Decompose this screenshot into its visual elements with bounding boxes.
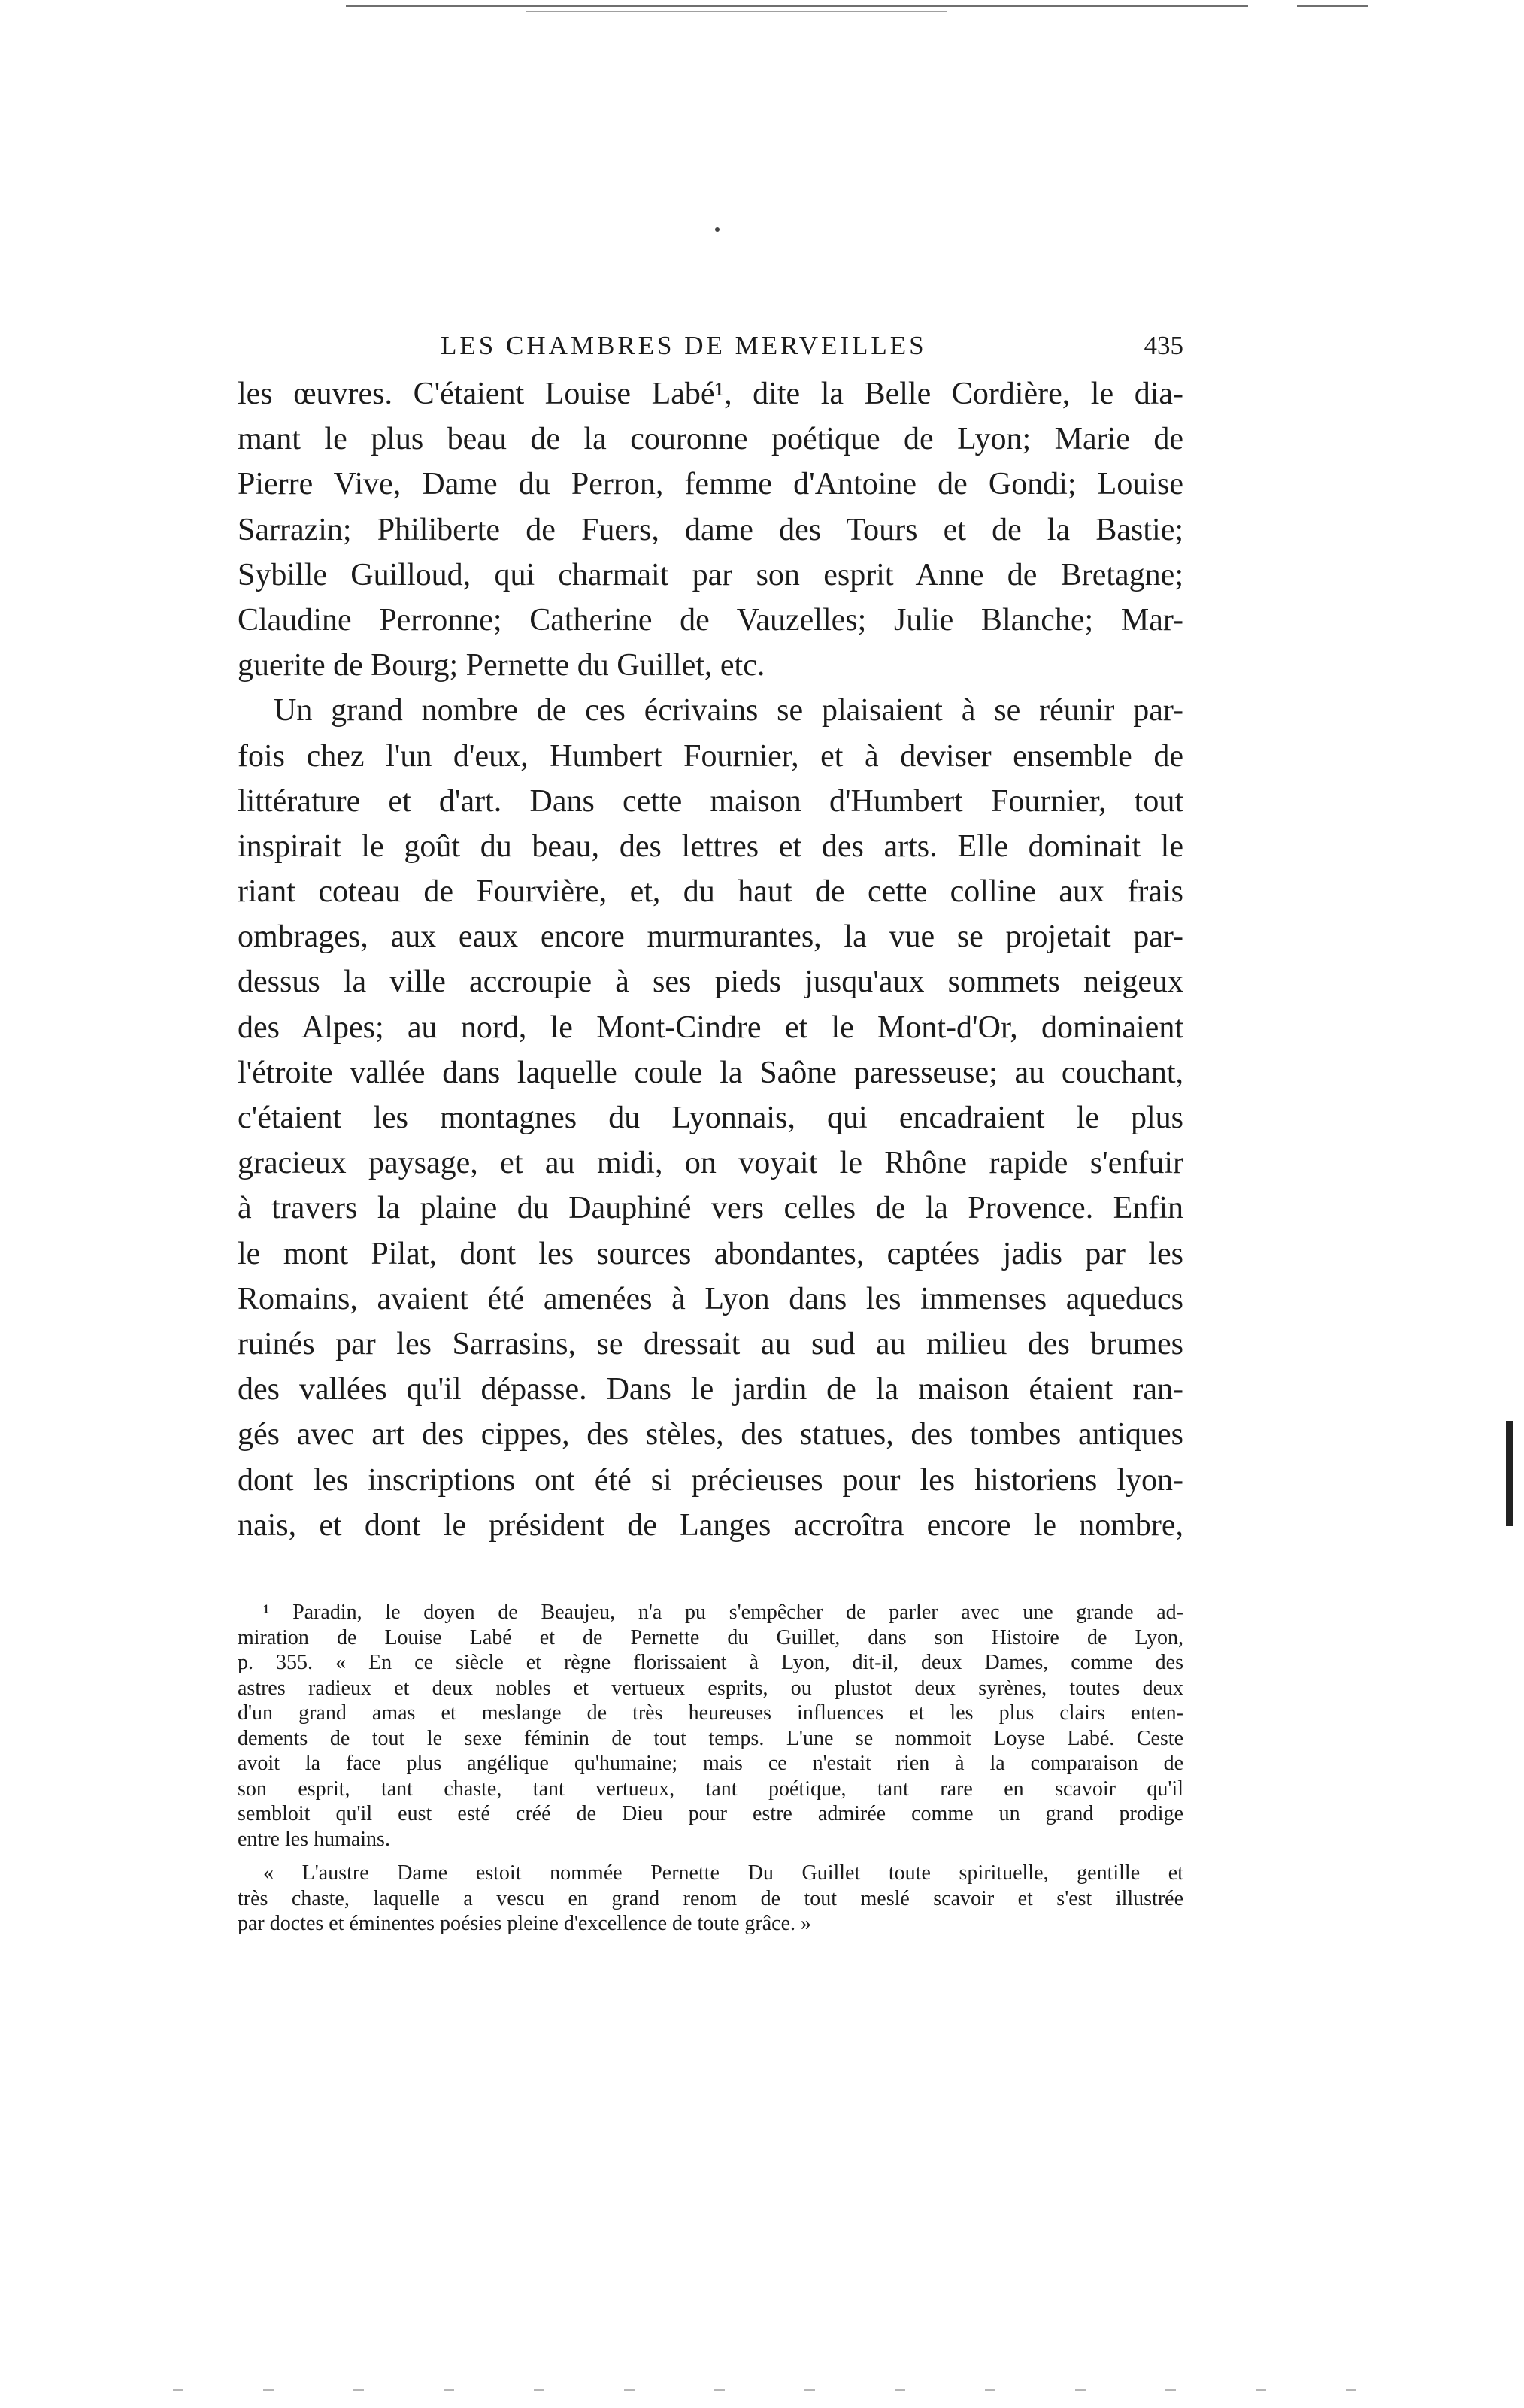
text-line: inspirait le goût du beau, des lettres et des arts. Elle dominait le: [238, 828, 1183, 864]
text-line: littérature et d'art. Dans cette maison d'Humbert Fournier, tout: [238, 783, 1183, 819]
text-line: nais, et dont le président de Langes accroîtra encore le nombre,: [238, 1507, 1183, 1543]
text-line: des vallées qu'il dépasse. Dans le jardin de la maison étaient ran-: [238, 1372, 1183, 1407]
text-line: le mont Pilat, dont les sources abondantes, captées jadis par les: [238, 1236, 1183, 1271]
footnote-line: ¹ Paradin, le doyen de Beaujeu, n'a pu s'empêcher de parler avec une grande ad-: [263, 1601, 1183, 1624]
body-text: [238, 371, 1183, 1548]
footnote-line: très chaste, laquelle a vescu en grand renom de tout meslé scavoir et s'est illustrée: [238, 1886, 1183, 1910]
footnotes: [238, 1600, 1183, 1937]
footnote-line: astres radieux et deux nobles et vertueux esprits, ou plustot deux syrènes, toutes deux: [238, 1676, 1183, 1700]
footnote-gap: [238, 1852, 1183, 1861]
text-line: Un grand nombre de ces écrivains se plaisaient à se réunir par-: [274, 693, 1183, 728]
text-line: Romains, avaient été amenées à Lyon dans les immenses aqueducs: [238, 1281, 1183, 1316]
scan-speck: [715, 227, 720, 232]
running-head: [238, 331, 1183, 368]
footnote-line: sembloit qu'il eust esté créé de Dieu pour estre admirée comme un grand prodige: [238, 1802, 1183, 1825]
running-title: LES CHAMBRES DE MERVEILLES: [441, 331, 927, 360]
text-line: mant le plus beau de la couronne poétique de Lyon; Marie de: [238, 422, 1183, 457]
footnote-line: dements de tout le sexe féminin de tout temps. L'une se nommoit Loyse Labé. Ceste: [238, 1726, 1183, 1750]
footnote-line: « L'austre Dame estoit nommée Pernette Du Guillet toute spirituelle, gentille et: [263, 1861, 1183, 1885]
footnote-line: avoit la face plus angélique qu'humaine; mais ce n'estait rien à la comparaison de: [238, 1752, 1183, 1775]
page-number: 435: [1144, 331, 1183, 360]
text-line: gracieux paysage, et au midi, on voyait le Rhône rapide s'enfuir: [238, 1146, 1183, 1181]
footnote-line: entre les humains.: [238, 1827, 390, 1851]
scan-edge-rule: [526, 11, 947, 12]
footnote-line: par doctes et éminentes poésies pleine d'excellence de toute grâce. »: [238, 1912, 812, 1935]
text-line: l'étroite vallée dans laquelle coule la Saône paresseuse; au couchant,: [238, 1055, 1183, 1090]
text-line: Claudine Perronne; Catherine de Vauzelles; Julie Blanche; Mar-: [238, 602, 1183, 638]
footnote-line: miration de Louise Labé et de Pernette du Guillet, dans son Histoire de Lyon,: [238, 1625, 1183, 1649]
text-line: ombrages, aux eaux encore murmurantes, la vue se projetait par-: [238, 919, 1183, 955]
text-line: gés avec art des cippes, des stèles, des statues, des tombes antiques: [238, 1417, 1183, 1452]
text-line: dessus la ville accroupie à ses pieds jusqu'aux sommets neigeux: [238, 965, 1183, 1000]
footnote-line: p. 355. « En ce siècle et règne florissaient à Lyon, dit-il, deux Dames, comme des: [238, 1651, 1183, 1674]
scan-bottom-dust: [173, 2389, 1376, 2391]
text-line: Pierre Vive, Dame du Perron, femme d'Antoine de Gondi; Louise: [238, 467, 1183, 502]
text-line: dont les inscriptions ont été si précieuses pour les historiens lyon-: [238, 1462, 1183, 1498]
text-line: guerite de Bourg; Pernette du Guillet, etc.: [238, 648, 765, 683]
scan-edge-rule: [1297, 5, 1368, 7]
text-line: riant coteau de Fourvière, et, du haut de cette colline aux frais: [238, 874, 1183, 910]
text-line: à travers la plaine du Dauphiné vers celles de la Provence. Enfin: [238, 1191, 1183, 1226]
text-line: fois chez l'un d'eux, Humbert Fournier, et à deviser ensemble de: [238, 738, 1183, 774]
text-line: des Alpes; au nord, le Mont-Cindre et le Mont-d'Or, dominaient: [238, 1010, 1183, 1045]
text-line: c'étaient les montagnes du Lyonnais, qui encadraient le plus: [238, 1101, 1183, 1135]
text-line: ruinés par les Sarrasins, se dressait au sud au milieu des brumes: [238, 1326, 1183, 1362]
text-line: Sybille Guilloud, qui charmait par son esprit Anne de Bretagne;: [238, 557, 1183, 592]
footnote-line: son esprit, tant chaste, tant vertueux, tant poétique, tant rare en scavoir qu'il: [238, 1776, 1183, 1801]
footnote-line: d'un grand amas et meslange de très heureuses influences et les plus clairs enten-: [238, 1701, 1183, 1725]
text-line: les œuvres. C'étaient Louise Labé¹, dite la Belle Cordière, le dia-: [238, 377, 1183, 411]
text-line: Sarrazin; Philiberte de Fuers, dame des Tours et de la Bastie;: [238, 512, 1183, 547]
scan-edge-rule: [346, 5, 1248, 7]
scan-margin-mark: [1506, 1421, 1513, 1526]
